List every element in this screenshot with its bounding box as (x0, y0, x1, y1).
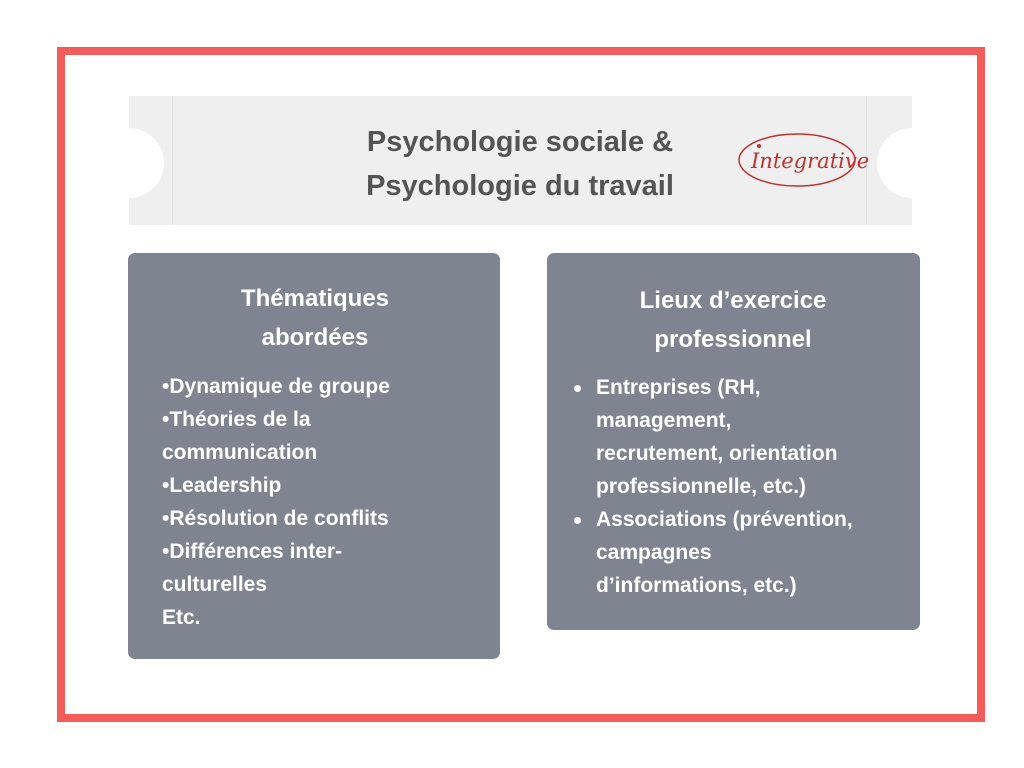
list-item-line: d’informations, etc.) (596, 574, 797, 597)
list-item: culturelles (162, 573, 268, 596)
list-item: •Théories de la (162, 408, 311, 431)
workplaces-panel-title (588, 281, 878, 359)
logo-text: Integrative (751, 149, 870, 173)
page-title-line2: Psychologie du travail (366, 170, 674, 202)
workplaces-title-line2: professionnel (654, 326, 812, 353)
integrative-logo (737, 132, 870, 188)
list-item-line: recrutement, orientation (596, 442, 838, 465)
list-item (571, 503, 901, 602)
list-item-line: campagnes (596, 541, 712, 564)
banner-notch-left (94, 128, 164, 198)
banner-divider-left (172, 96, 173, 225)
list-item: •Résolution de conflits (162, 507, 389, 530)
list-item (571, 371, 901, 503)
logo-dot-icon (757, 144, 761, 148)
topics-title-line2: abordées (261, 324, 369, 351)
page-title-line1: Psychologie sociale & (366, 126, 674, 158)
topics-panel-title (170, 279, 460, 357)
list-item: Etc. (162, 606, 201, 629)
list-item-line: professionnelle, etc.) (596, 475, 807, 498)
bullet-icon (574, 385, 581, 392)
topics-list (162, 370, 492, 634)
topics-title-line1: Thématiques (240, 285, 390, 312)
list-item-line: Associations (prévention, (596, 508, 853, 531)
list-item: communication (162, 441, 318, 464)
list-item-line: management, (596, 409, 732, 432)
banner-notch-right (877, 128, 947, 198)
workplaces-list (571, 371, 901, 602)
list-item-line: Entreprises (RH, (596, 376, 761, 399)
list-item: •Différences inter- (162, 540, 343, 563)
list-item: •Leadership (162, 474, 282, 497)
workplaces-title-line1: Lieux d’exercice (639, 287, 827, 314)
bullet-icon (574, 517, 581, 524)
list-item: •Dynamique de groupe (162, 375, 390, 398)
